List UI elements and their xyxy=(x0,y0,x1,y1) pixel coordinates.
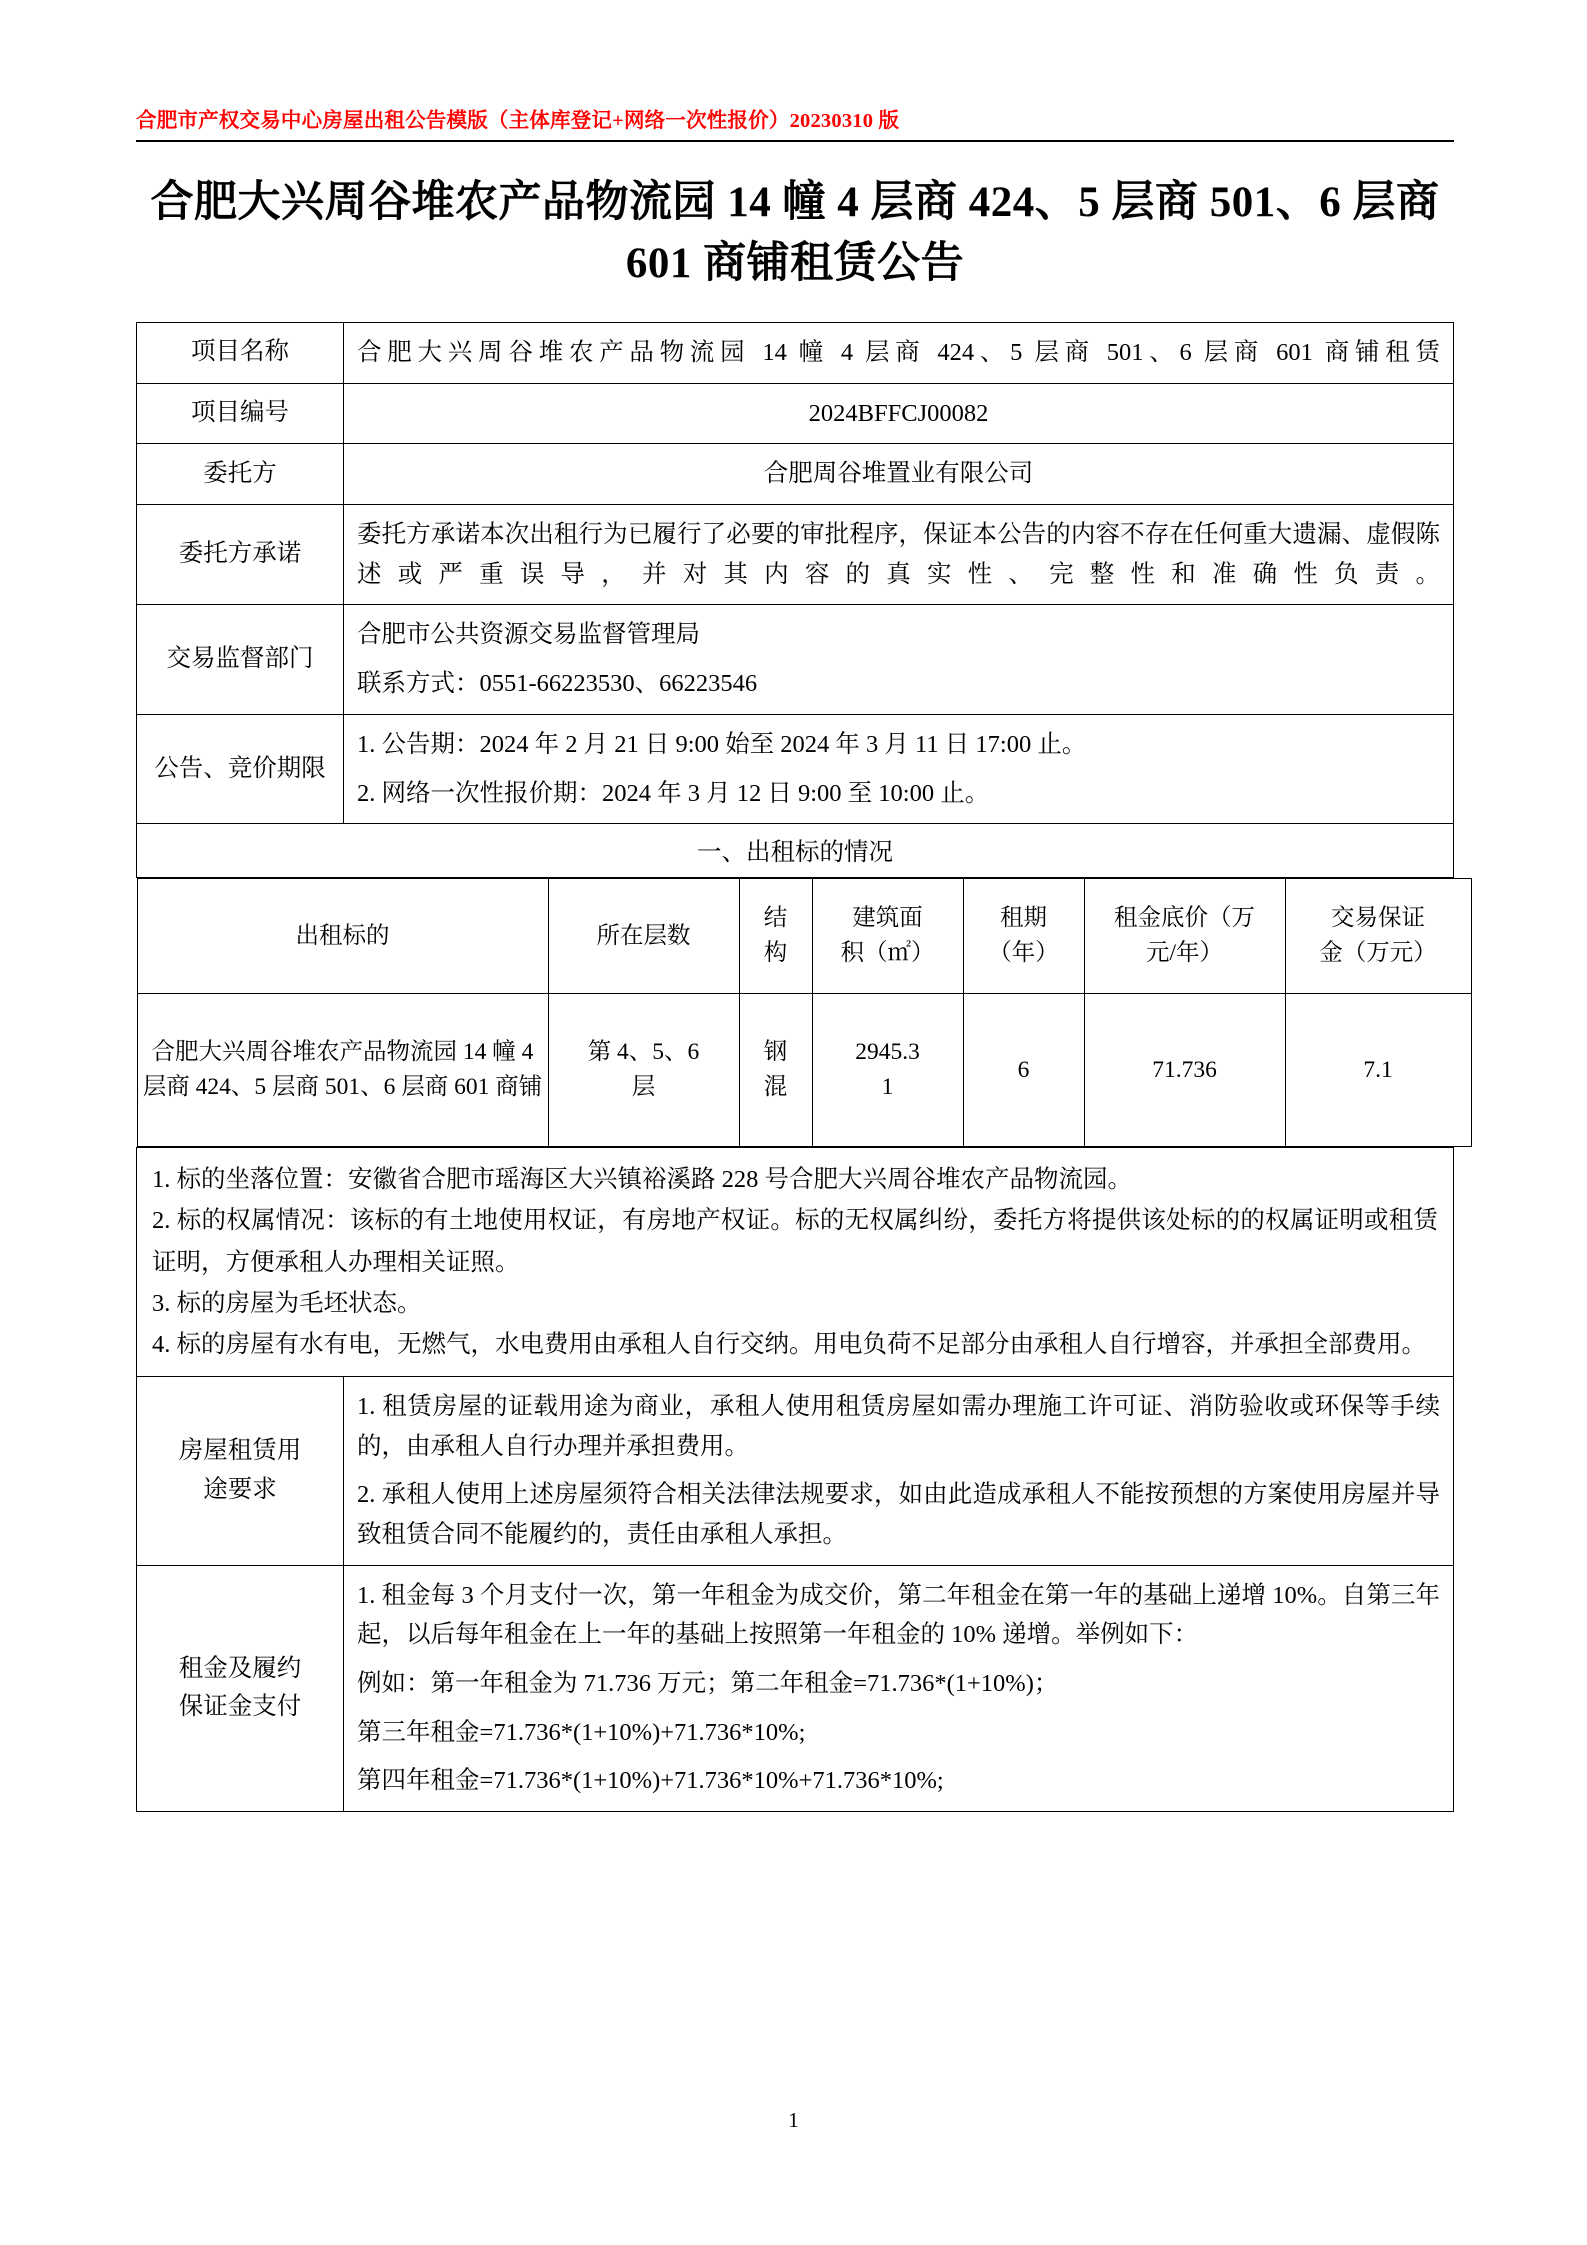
document-header xyxy=(136,108,1454,142)
value-client: 合肥周谷堆置业有限公司 xyxy=(344,444,1454,505)
value-project-no: 2024BFFCJ00082 xyxy=(344,383,1454,444)
value-project-name: 合肥大兴周谷堆农产品物流园 14 幢 4 层商 424、5 层商 501、6 层商 601 商铺租赁 xyxy=(344,323,1454,384)
label-usage-line1: 房屋租赁用 xyxy=(178,1437,302,1465)
cell-floors-line1: 第 4、5、6 xyxy=(587,1038,700,1065)
note-item: 3. 标的房屋为毛坯状态。 xyxy=(152,1289,422,1317)
col-header-area-line2: 积（㎡） xyxy=(840,940,935,967)
page-number: 1 xyxy=(788,2108,799,2132)
label-project-name: 项目名称 xyxy=(137,323,344,384)
col-header-deposit xyxy=(1285,879,1471,994)
note-item: 1. 标的坐落位置：安徽省合肥市瑶海区大兴镇裕溪路 228 号合肥大兴周谷堆农产品物流园。 xyxy=(152,1166,1132,1194)
col-header-term-line2: （年） xyxy=(988,940,1059,967)
label-rent-payment-line1: 租金及履约 xyxy=(178,1654,302,1682)
table-row-project-no xyxy=(137,383,1454,444)
table-row-period xyxy=(137,714,1454,823)
col-header-term-line1: 租期 xyxy=(1000,904,1047,931)
cell-lot-name: 合肥大兴周谷堆农产品物流园 14 幢 4 层商 424、5 层商 501、6 层商 601 商铺 xyxy=(137,994,548,1147)
col-header-area-line1: 建筑面 xyxy=(852,904,923,931)
rent-payment-item: 1. 租金每 3 个月支付一次，第一年租金为成交价，第二年租金在第一年的基础上递增 10%。自第三年起，以后每年租金在上一年的基础上按照第一年租金的 10% 递增。举例如下： xyxy=(357,1581,1440,1649)
lot-details-table xyxy=(137,878,1472,1147)
col-header-deposit-line2: 金（万元） xyxy=(1319,940,1437,967)
table-row-section-heading xyxy=(137,824,1454,878)
cell-structure-line2: 混 xyxy=(763,1074,788,1101)
lot-table-wrapper xyxy=(137,878,1454,1148)
value-usage xyxy=(344,1376,1454,1565)
label-rent-payment-line2: 保证金支付 xyxy=(178,1693,302,1721)
cell-base-price: 71.736 xyxy=(1084,994,1285,1147)
cell-floors xyxy=(548,994,739,1147)
col-header-base-price-line1: 租金底价（万 xyxy=(1114,904,1255,931)
col-header-area xyxy=(812,879,963,994)
header-divider xyxy=(136,140,1454,142)
table-row-project-name xyxy=(137,323,1454,384)
note-item: 4. 标的房屋有水有电，无燃气，水电费用由承租人自行交纳。用电负荷不足部分由承租人自行增容，并承担全部费用。 xyxy=(152,1330,1426,1358)
table-row-usage xyxy=(137,1376,1454,1565)
value-period xyxy=(344,714,1454,823)
label-period: 公告、竞价期限 xyxy=(137,714,344,823)
value-supervisor xyxy=(344,605,1454,714)
lot-table-header-row xyxy=(137,879,1471,994)
announcement-table xyxy=(136,322,1454,1812)
col-header-structure-line1: 结 xyxy=(763,904,788,931)
value-commitment: 委托方承诺本次出租行为已履行了必要的审批程序，保证本公告的内容不存在任何重大遗漏、虚假陈述或严重误导，并对其内容的真实性、完整性和准确性负责。 xyxy=(344,505,1454,605)
col-header-base-price-line2: 元/年） xyxy=(1145,940,1224,967)
cell-floors-line2: 层 xyxy=(631,1074,656,1101)
label-client: 委托方 xyxy=(137,444,344,505)
cell-area-line2: 1 xyxy=(881,1074,894,1101)
lot-table-data-row xyxy=(137,994,1471,1147)
col-header-deposit-line1: 交易保证 xyxy=(1331,904,1425,931)
usage-item: 2. 承租人使用上述房屋须符合相关法律法规要求，如由此造成承租人不能按预想的方案使用房屋并导致租赁合同不能履约的，责任由承租人承担。 xyxy=(357,1481,1440,1549)
table-row-lot-table xyxy=(137,878,1454,1148)
label-rent-payment xyxy=(137,1565,344,1811)
label-commitment: 委托方承诺 xyxy=(137,505,344,605)
usage-item: 1. 租赁房屋的证载用途为商业，承租人使用租赁房屋如需办理施工许可证、消防验收或环保等手续的，由承租人自行办理并承担费用。 xyxy=(357,1392,1440,1460)
col-header-floors: 所在层数 xyxy=(548,879,739,994)
period-bidding: 2. 网络一次性报价期：2024 年 3 月 12 日 9:00 至 10:00 止。 xyxy=(357,779,990,807)
label-usage xyxy=(137,1376,344,1565)
page-title: 合肥大兴周谷堆农产品物流园 14 幢 4 层商 424、5 层商 501、6 层商 601 商铺租赁公告 xyxy=(150,179,1440,288)
supervisor-authority: 合肥市公共资源交易监督管理局 xyxy=(357,621,700,649)
label-project-no: 项目编号 xyxy=(137,383,344,444)
table-row-rent-payment xyxy=(137,1565,1454,1811)
col-header-base-price xyxy=(1084,879,1285,994)
cell-structure-line1: 钢 xyxy=(763,1038,788,1065)
note-item: 2. 标的权属情况：该标的有土地使用权证，有房地产权证。标的无权属纠纷，委托方将提供该处标的的权属证明或租赁证明，方便承租人办理相关证照。 xyxy=(152,1207,1438,1276)
rent-payment-item: 第四年租金=71.736*(1+10%)+71.736*10%+71.736*10%; xyxy=(357,1767,944,1795)
cell-structure xyxy=(739,994,812,1147)
table-row-client xyxy=(137,444,1454,505)
cell-deposit: 7.1 xyxy=(1285,994,1471,1147)
label-supervisor: 交易监督部门 xyxy=(137,605,344,714)
table-row-commitment xyxy=(137,505,1454,605)
section-heading-lot-info: 一、出租标的情况 xyxy=(137,824,1454,878)
value-rent-payment xyxy=(344,1565,1454,1811)
notes-block xyxy=(137,1148,1454,1377)
cell-area-line1: 2945.3 xyxy=(855,1038,920,1065)
col-header-structure-line2: 构 xyxy=(763,940,788,967)
supervisor-contact: 联系方式：0551-66223530、66223546 xyxy=(357,670,758,698)
cell-area xyxy=(812,994,963,1147)
cell-term: 6 xyxy=(963,994,1084,1147)
col-header-lot: 出租标的 xyxy=(137,879,548,994)
table-row-notes xyxy=(137,1148,1454,1377)
rent-payment-item: 例如：第一年租金为 71.736 万元；第二年租金=71.736*(1+10%)； xyxy=(357,1670,1059,1698)
template-note: 合肥市产权交易中心房屋出租公告模版（主体库登记+网络一次性报价）20230310 版 xyxy=(136,110,900,132)
col-header-structure xyxy=(739,879,812,994)
table-row-supervisor xyxy=(137,605,1454,714)
col-header-term xyxy=(963,879,1084,994)
label-usage-line2: 途要求 xyxy=(203,1475,277,1503)
period-announcement: 1. 公告期：2024 年 2 月 21 日 9:00 始至 2024 年 3 月 11 日 17:00 止。 xyxy=(357,730,1087,758)
rent-payment-item: 第三年租金=71.736*(1+10%)+71.736*10%; xyxy=(357,1718,806,1746)
